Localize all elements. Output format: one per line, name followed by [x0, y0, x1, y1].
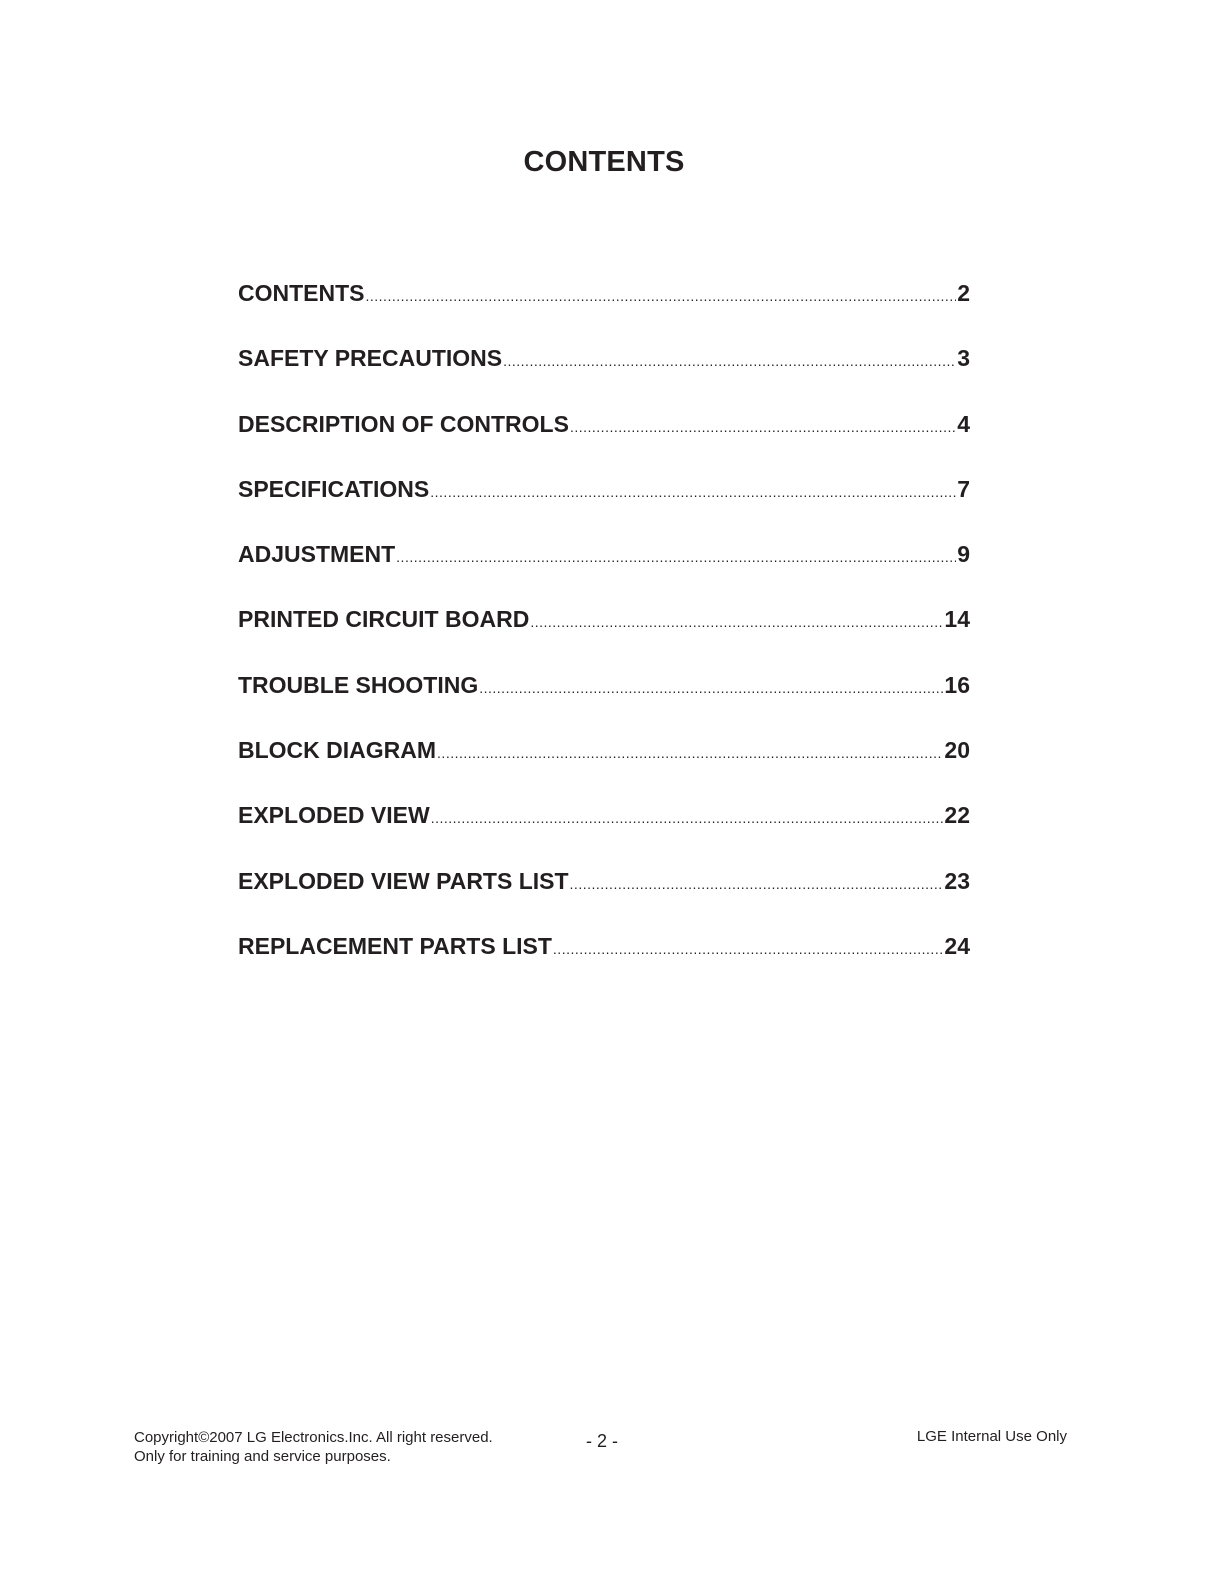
toc-entry-label: EXPLODED VIEW PARTS LIST [238, 867, 569, 894]
toc-entry-printed-circuit-board[interactable] [238, 606, 970, 671]
toc-entry-safety-precautions[interactable] [238, 345, 970, 410]
toc-entry-adjustment[interactable] [238, 541, 970, 606]
toc-leader-dots [437, 745, 943, 761]
toc-entry-label: CONTENTS [238, 280, 365, 306]
toc-entry-page: 2 [957, 280, 970, 306]
toc-entry-label: REPLACEMENT PARTS LIST [238, 932, 552, 959]
toc-leader-dots [430, 484, 956, 500]
toc-leader-dots [479, 680, 943, 696]
toc-entry-label: EXPLODED VIEW [238, 802, 430, 829]
toc-entry-page: 22 [944, 802, 970, 829]
toc-leader-dots [431, 810, 944, 826]
toc-leader-dots [570, 876, 944, 892]
toc-entry-page: 24 [944, 932, 970, 959]
toc-entry-page: 23 [944, 867, 970, 894]
toc-entry-replacement-parts-list[interactable] [238, 933, 970, 998]
toc-entry-label: TROUBLE SHOOTING [238, 671, 479, 698]
toc-leader-dots [530, 614, 943, 630]
toc-leader-dots [553, 941, 943, 957]
table-of-contents [238, 280, 970, 998]
toc-entry-label: BLOCK DIAGRAM [238, 737, 437, 764]
toc-entry-page: 20 [944, 737, 970, 764]
toc-entry-page: 9 [957, 541, 970, 568]
page-title: CONTENTS [523, 146, 685, 178]
toc-entry-block-diagram[interactable] [238, 737, 970, 802]
toc-leader-dots [570, 419, 956, 435]
toc-entry-label: DESCRIPTION OF CONTROLS [238, 410, 569, 437]
toc-entry-description-of-controls[interactable] [238, 411, 970, 476]
toc-entry-label: SPECIFICATIONS [238, 475, 430, 502]
toc-entry-exploded-view[interactable] [238, 802, 970, 867]
toc-entry-page: 14 [944, 606, 970, 633]
toc-entry-contents[interactable] [238, 280, 970, 345]
toc-leader-dots [503, 353, 956, 369]
toc-entry-page: 16 [944, 671, 970, 698]
footer-purpose: Only for training and service purposes. [134, 1448, 391, 1465]
toc-entry-specifications[interactable] [238, 476, 970, 541]
toc-entry-label: SAFETY PRECAUTIONS [238, 345, 503, 372]
footer-internal-use: LGE Internal Use Only [916, 1428, 1067, 1445]
toc-entry-page: 7 [957, 475, 970, 502]
toc-entry-page: 4 [957, 410, 970, 437]
footer-copyright-block [134, 1428, 493, 1466]
toc-leader-dots [396, 549, 956, 565]
toc-entry-trouble-shooting[interactable] [238, 672, 970, 737]
footer-page-number: - 2 - [586, 1431, 619, 1451]
toc-entry-label: ADJUSTMENT [238, 541, 396, 568]
toc-entry-label: PRINTED CIRCUIT BOARD [238, 606, 530, 633]
toc-entry-page: 3 [957, 345, 970, 372]
toc-leader-dots [366, 288, 957, 304]
toc-entry-exploded-view-parts-list[interactable] [238, 868, 970, 933]
footer-copyright: Copyright©2007 LG Electronics.Inc. All right reserved. [134, 1429, 493, 1446]
